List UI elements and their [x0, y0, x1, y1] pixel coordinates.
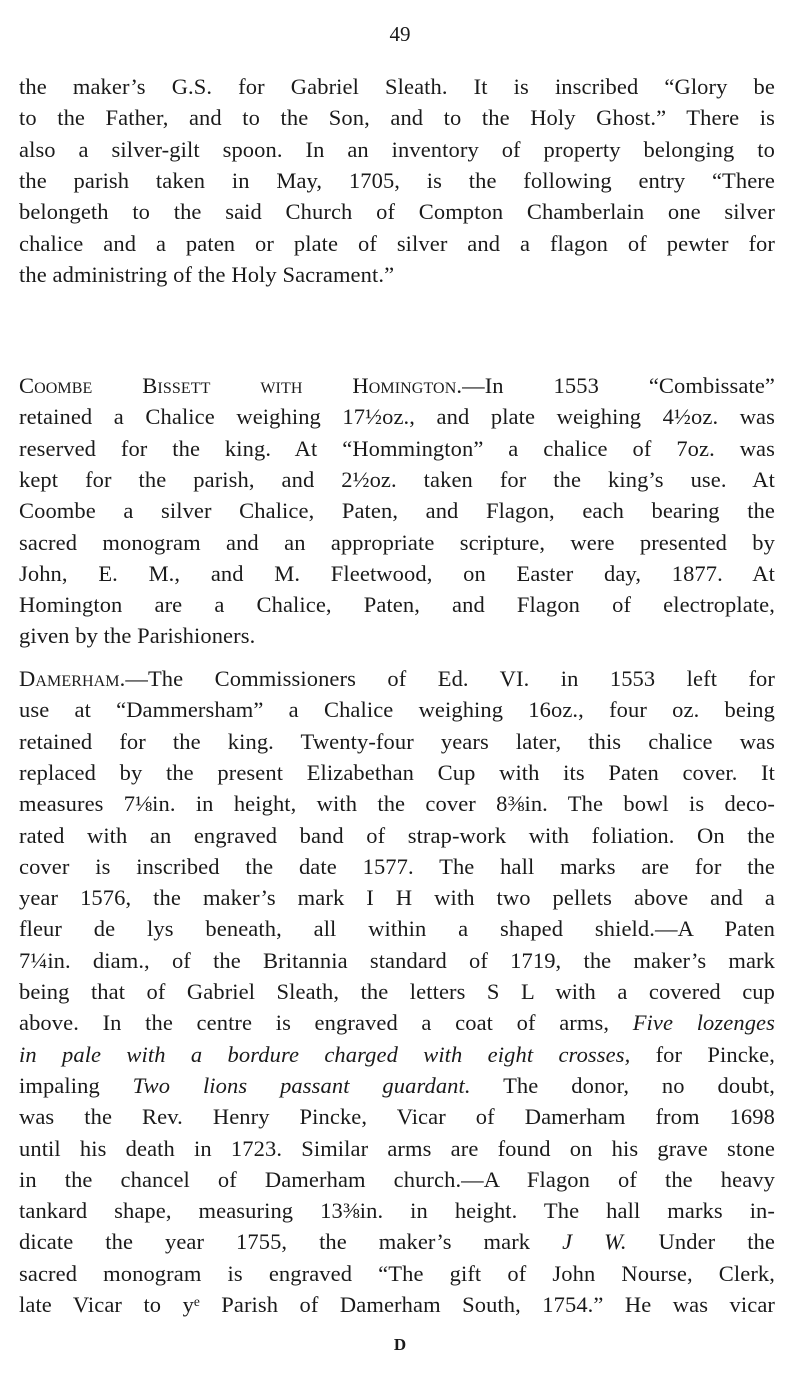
text-line — [19, 1165, 775, 1195]
text-line — [19, 758, 775, 788]
text-span: replaced by the present Elizabethan Cup with its Paten cover. It — [19, 759, 775, 785]
text-span: also a silver-gilt spoon. In an inventory of property belonging to — [19, 136, 775, 162]
page-number: 49 — [389, 22, 411, 46]
text-span: sacred monogram is engraved “The gift of John Nourse, Clerk, — [19, 1260, 775, 1286]
text-span: use at “Dammersham” a Chalice weighing 16oz., four oz. being — [19, 697, 775, 723]
text-line — [19, 852, 775, 882]
text-line — [19, 883, 775, 913]
text-line — [19, 695, 775, 725]
text-line — [19, 1196, 775, 1226]
text-line — [19, 621, 775, 651]
text-span: measures 7⅛in. in height, with the cover 8⅜in. The bowl is deco- — [19, 791, 775, 817]
text-span: being that of Gabriel Sleath, the letters S L with a covered cup — [19, 979, 775, 1004]
text-span: dicate the year 1755, the maker’s mark — [19, 1229, 563, 1255]
text-line — [19, 1290, 775, 1320]
text-span: to the Father, and to the Son, and to the Holy Ghost.” There is — [19, 105, 775, 131]
text-line — [19, 72, 775, 102]
italic-text: J W. — [562, 1229, 627, 1255]
text-line — [19, 1259, 775, 1289]
italic-text: Two lions passant guardant. — [132, 1072, 471, 1098]
text-line — [19, 402, 775, 432]
text-line — [19, 260, 775, 290]
text-span: fleur de lys beneath, all within a shaped shield.—A Paten — [19, 916, 775, 942]
text-span: in the chancel of Damerham church.—A Flagon of the heavy — [19, 1166, 775, 1192]
text-span: year 1576, the maker’s mark I H with two pellets above and a — [19, 885, 775, 911]
text-span: rated with an engraved band of strap-work with foliation. On the — [19, 822, 775, 848]
text-span: given by the Parishioners. — [19, 623, 256, 649]
text-span: belongeth to the said Church of Compton Chamberlain one silver — [19, 199, 775, 225]
text-span: John, E. M., and M. Fleetwood, on Easter day, 1877. At — [19, 560, 775, 586]
text-line — [19, 197, 775, 227]
text-span: The donor, no doubt, — [470, 1072, 775, 1098]
text-line — [19, 103, 775, 133]
text-line — [19, 1102, 775, 1132]
text-line — [19, 1134, 775, 1164]
text-span: reserved for the king. At “Hommington” a chalice of 7oz. was — [19, 435, 775, 461]
text-line — [19, 821, 775, 851]
section-heading: Damerham. — [19, 666, 126, 691]
text-line — [19, 1008, 775, 1038]
text-span: —In 1553 “Combissate” — [462, 373, 776, 398]
text-span: tankard shape, measuring 13⅜in. in height. The hall marks in- — [19, 1198, 775, 1224]
text-span: the parish taken in May, 1705, is the following entry “There — [19, 167, 775, 193]
text-span: Homington are a Chalice, Paten, and Flagon of electroplate, — [19, 592, 775, 618]
text-span: the maker’s G.S. for Gabriel Sleath. It is inscribed “Glory be — [19, 74, 775, 99]
text-line — [19, 789, 775, 819]
text-line — [19, 496, 775, 526]
text-span: kept for the parish, and 2½oz. taken for the king’s use. At — [19, 466, 775, 492]
text-span: retained for the king. Twenty-four years later, this chalice was — [19, 728, 775, 754]
text-span: retained a Chalice weighing 17½oz., and plate weighing 4½oz. was — [19, 404, 775, 430]
text-line — [19, 727, 775, 757]
text-line — [19, 371, 775, 401]
text-span: 7¼in. diam., of the Britannia standard of 1719, the maker’s mark — [19, 947, 775, 973]
text-span: the administring of the Holy Sacrament.” — [19, 261, 395, 287]
text-line — [19, 1071, 775, 1101]
text-line — [19, 590, 775, 620]
text-span: above. In the centre is engraved a coat of arms, — [19, 1010, 633, 1036]
text-line — [19, 1227, 775, 1257]
text-line — [19, 135, 775, 165]
text-span: Under the — [626, 1229, 775, 1255]
italic-text: Five lozenges — [632, 1010, 775, 1036]
text-line — [19, 914, 775, 944]
text-line — [19, 166, 775, 196]
text-line — [19, 229, 775, 259]
text-span: for Pincke, — [630, 1041, 775, 1067]
italic-text: in pale with a bordure charged with eight crosses, — [19, 1041, 631, 1067]
text-span: impaling — [19, 1072, 133, 1098]
text-span: cover is inscribed the date 1577. The hall marks are for the — [19, 853, 775, 879]
text-span: sacred monogram and an appropriate scripture, were presented by — [19, 529, 775, 555]
text-line — [19, 465, 775, 495]
text-span: late Vicar to yᵉ Parish of Damerham South, 1754.” He was vicar — [19, 1292, 775, 1317]
text-span: until his death in 1723. Similar arms are found on his grave stone — [19, 1135, 775, 1161]
text-span: was the Rev. Henry Pincke, Vicar of Damerham from 1698 — [19, 1104, 775, 1130]
text-line — [19, 946, 775, 976]
text-line — [19, 977, 775, 1007]
text-line — [19, 434, 775, 464]
text-line — [19, 1040, 775, 1070]
signature-mark: D — [393, 1335, 407, 1354]
text-span: —The Commissioners of Ed. VI. in 1553 left for — [125, 666, 775, 691]
text-span: chalice and a paten or plate of silver and a flagon of pewter for — [19, 230, 775, 256]
text-line — [19, 528, 775, 558]
section-heading: Coombe Bissett with Homington. — [19, 373, 463, 398]
text-line — [19, 559, 775, 589]
text-span: Coombe a silver Chalice, Paten, and Flagon, each bearing the — [19, 498, 775, 524]
text-line — [19, 664, 775, 694]
